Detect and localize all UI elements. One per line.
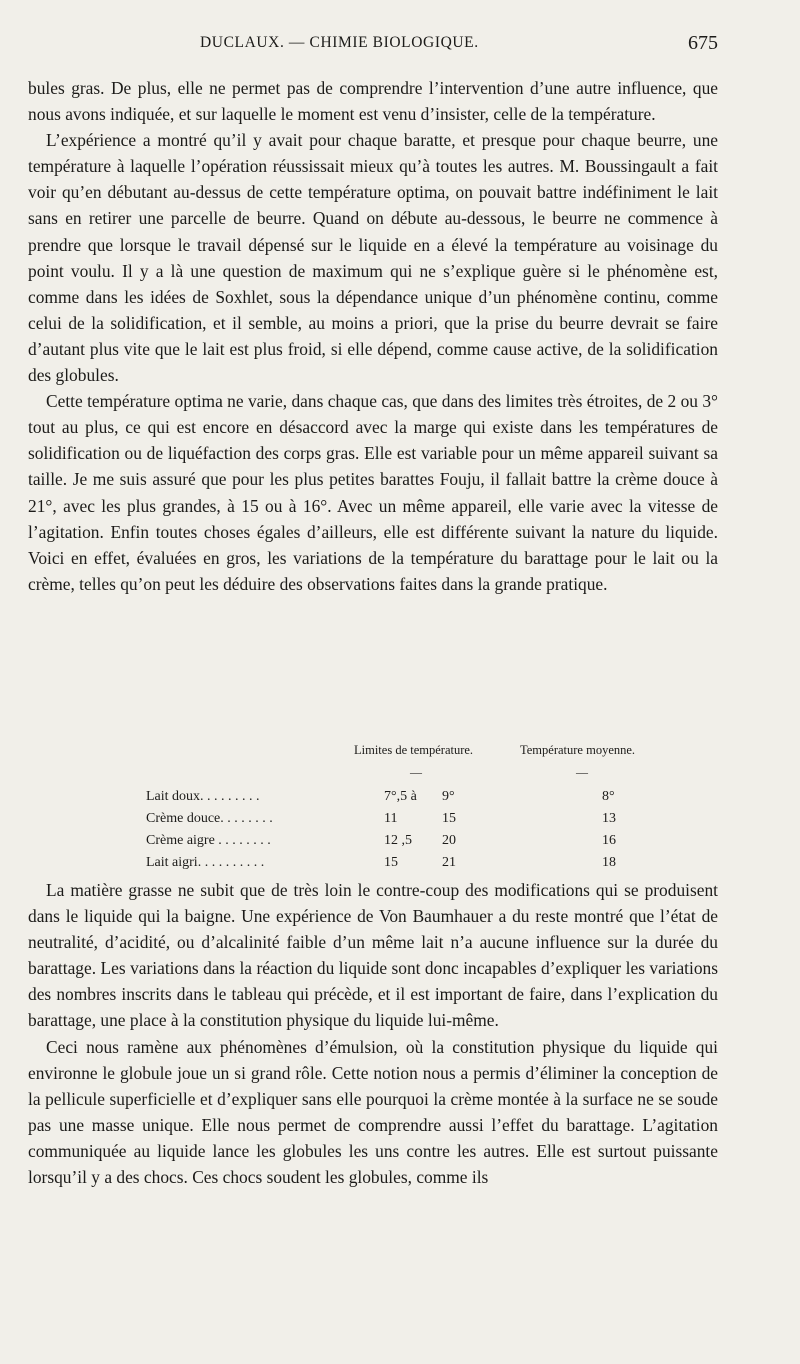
- row-label: Lait aigri. . . . . . . . . .: [146, 855, 265, 870]
- row-max: 20: [442, 833, 456, 848]
- row-min: 7°,5 à: [384, 789, 417, 804]
- table-row: [146, 811, 706, 833]
- row-min: 11: [384, 811, 398, 826]
- row-mean: 18: [602, 855, 616, 870]
- row-label: Crème aigre . . . . . . . .: [146, 833, 271, 848]
- table-dash: —: [410, 765, 422, 779]
- page-number: 675: [688, 32, 718, 54]
- row-mean: 13: [602, 811, 616, 826]
- row-max: 21: [442, 855, 456, 870]
- row-mean: 8°: [602, 789, 615, 804]
- row-label: Crème douce. . . . . . . .: [146, 811, 273, 826]
- table-header-limits: Limites de température.: [354, 743, 474, 757]
- paragraph: Cette température optima ne varie, dans chaque cas, que dans des limites très étroites, de 2 ou 3° tout au plus, ce qui est encore en désaccord avec la marge qui existe dans les températures de solidification ou de liquéfaction des corps gras. Elle est variable pour un même appareil suivant sa taille. Je me suis assuré que pour les plus petites barattes Fouju, il fallait battre la crème douce à 21°, avec les plus grandes, à 15 ou à 16°. Avec un même appareil, elle varie avec la vitesse de l’agitation. Enfin toutes choses égales d’ailleurs, elle est différente suivant la nature du liquide. Voici en effet, évaluées en gros, les variations de la température du barattage pour le lait ou la crème, telles qu’on peut les déduire des observations faites dans la grande pratique.: [28, 391, 718, 594]
- row-min: 12 ,5: [384, 833, 412, 848]
- table-row: [146, 789, 706, 811]
- table-header-mean: Température moyenne.: [520, 743, 636, 757]
- body-text: [28, 75, 718, 1188]
- row-max: 15: [442, 811, 456, 826]
- row-max: 9°: [442, 789, 455, 804]
- header-title: DUCLAUX. — CHIMIE BIOLOGIQUE.: [200, 34, 479, 51]
- paragraph: L’expérience a montré qu’il y avait pour chaque baratte, et presque pour chaque beurre, une température à laquelle l’opération réussissait mieux qu’à toutes les autres. M. Boussingault a fait voir qu’en débutant au-dessus de cette température optima, on pouvait battre indéfiniment le lait sans en retirer une parcelle de beurre. Quand on débute au-dessous, le beurre ne commence à prendre que lorsque le travail dépensé sur le liquide en a élevé la température au voisinage du point voulu. Il y a là une question de maximum qui ne s’explique guère si le phénomène est, comme dans les idées de Soxhlet, sous la dépendance unique d’un phénomène continu, comme celui de la solidification, et il semble, au moins a priori, que la prise du beurre devrait se faire d’autant plus vite que le lait est plus froid, si elle dépend, comme cause active, de la solidification des globules.: [28, 130, 718, 386]
- table-row: [146, 833, 706, 855]
- row-label: Lait doux. . . . . . . . .: [146, 789, 260, 804]
- table-dash: —: [576, 765, 588, 779]
- paragraph: bules gras. De plus, elle ne permet pas de comprendre l’intervention d’une autre influence, que nous avons indiquée, et sur laquelle le moment est venu d’insister, celle de la température.: [28, 78, 718, 125]
- body-text-continued: [28, 877, 718, 1190]
- table-row: [146, 855, 706, 877]
- row-mean: 16: [602, 833, 616, 848]
- row-min: 15: [384, 855, 398, 870]
- paragraph: La matière grasse ne subit que de très loin le contre-coup des modifications qui se produisent dans le liquide qui la baigne. Une expérience de Von Baumhauer a du reste montré que l’état de neutralité, d’acidité, ou d’alcalinité faible d’un même lait n’a aucune influence sur la durée du barattage. Les variations dans la réaction du liquide sont donc incapables d’expliquer les variations des nombres inscrits dans le tableau qui précède, et il est important de faire, dans l’explication du barattage, une place à la constitution physique du liquide lui-même.: [28, 880, 718, 1031]
- paragraph: Ceci nous ramène aux phénomènes d’émulsion, où la constitution physique du liquide qui environne le globule joue un si grand rôle. Cette notion nous a permis d’éliminer la conception de la pellicule superficielle et d’expliquer sans elle pourquoi la crème montée à la surface ne se soude pas une masse unique. Elle nous permet de comprendre aussi l’effet du barattage. L’agitation communiquée au liquide lance les globules les uns contre les autres. Elle est surtout puissante lorsqu’il y a des chocs. Ces chocs soudent les globules, comme ils: [28, 1036, 718, 1188]
